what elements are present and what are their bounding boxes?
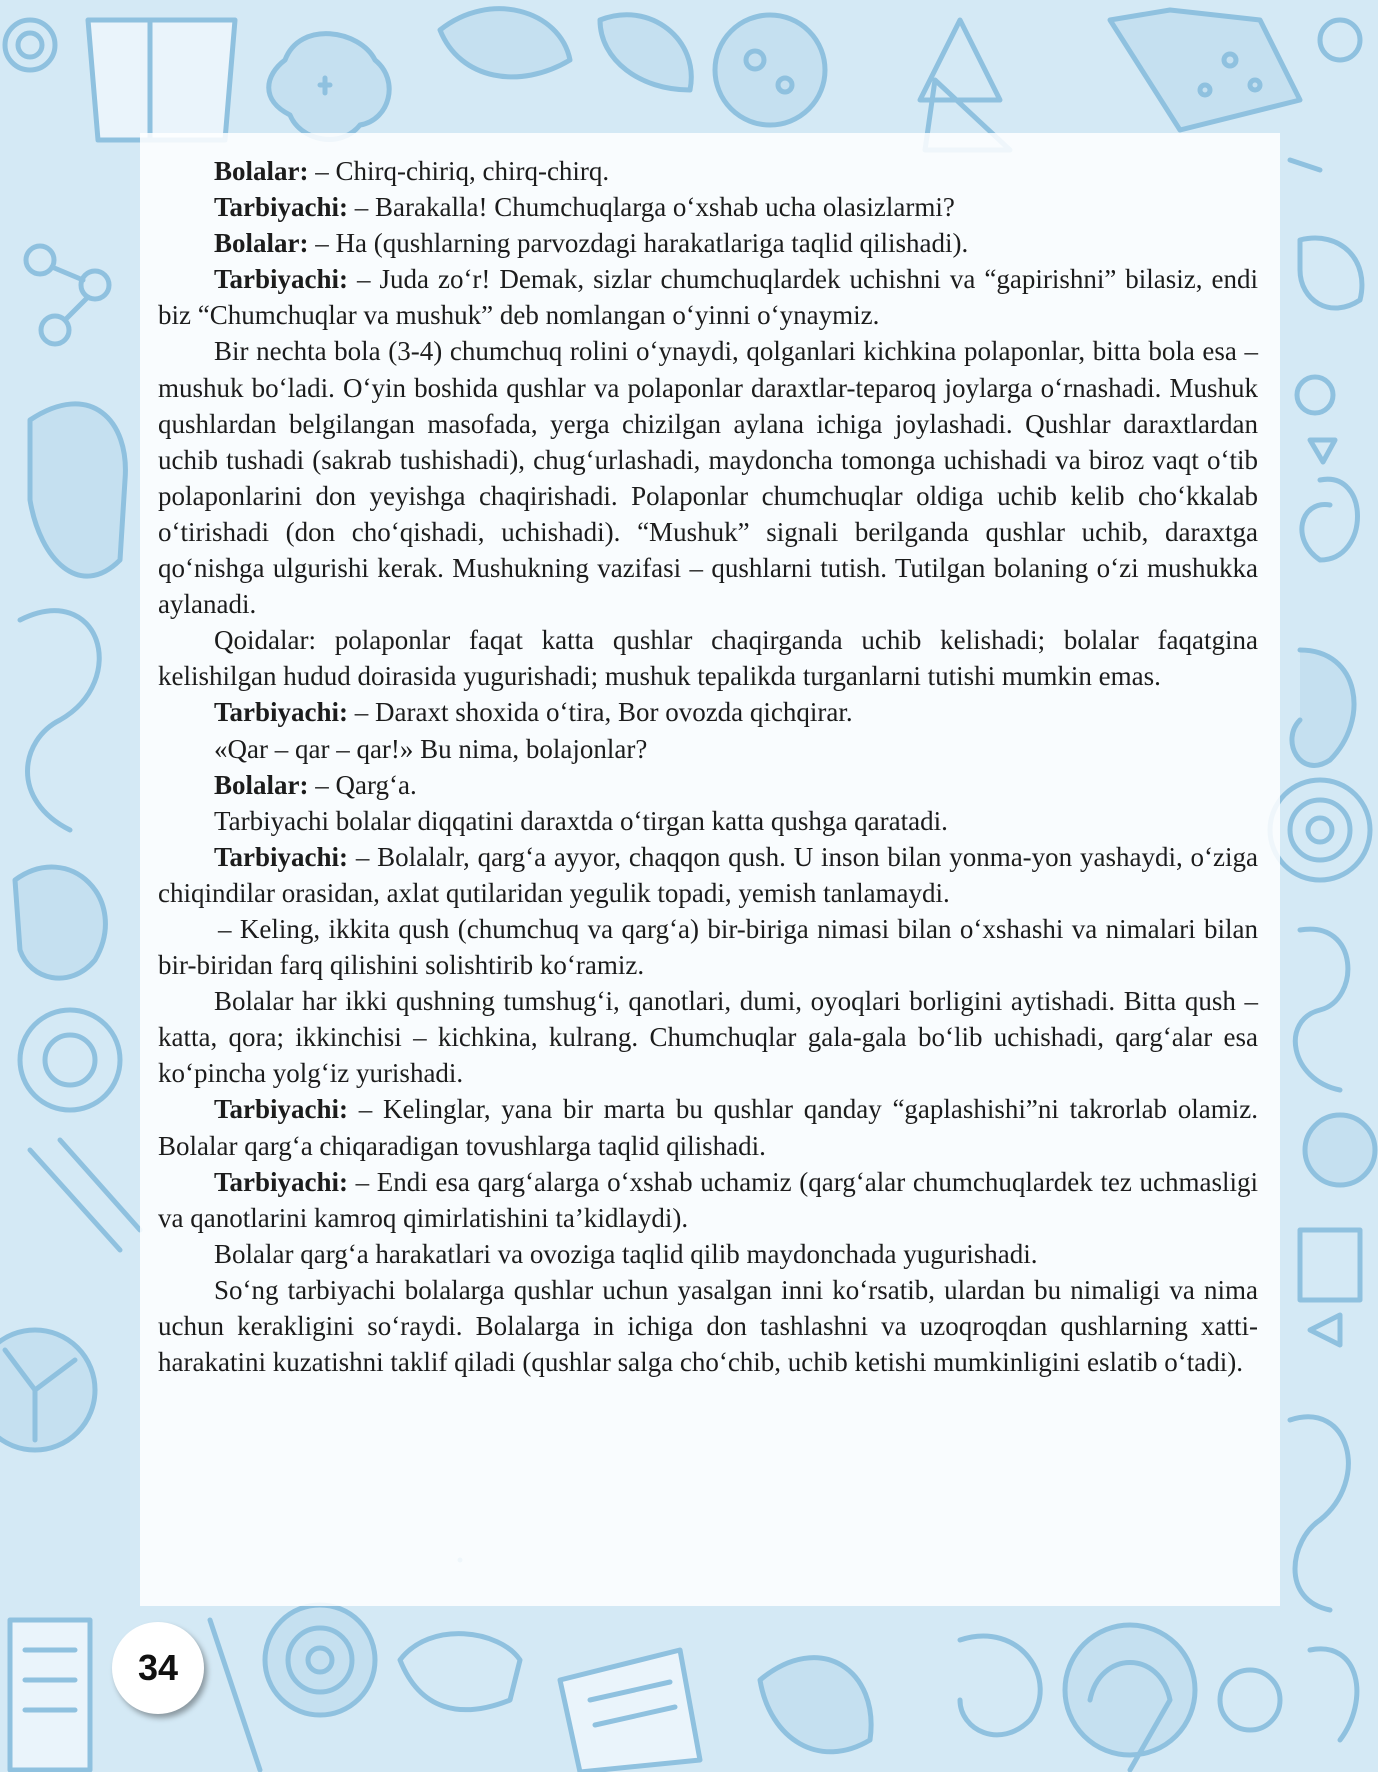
speaker-label: Tarbiyachi:	[214, 697, 349, 728]
paragraph-text: – Keling, ikkita qush (chumchuq va qarg‘a) bir-biriga nimasi bilan o‘xshashi va nimalari bilan bir-biridan farq qilishini solishtirib ko‘ramiz.	[158, 913, 1258, 981]
paragraph	[158, 1236, 1258, 1272]
paragraph-text: «Qar – qar – qar!» Bu nima, bolajonlar?	[214, 733, 648, 764]
paragraph-text: – Juda zo‘r! Demak, sizlar chumchuqlardek uchishni va “gapirishni” bilasiz, endi biz “Chumchuqlar va mushuk” deb nomlangan o‘yinni o‘ynaymiz.	[158, 264, 1258, 331]
paragraph	[158, 983, 1258, 1091]
speaker-label: Bolalar:	[214, 156, 309, 186]
paragraph	[158, 694, 1258, 730]
paragraph	[158, 731, 1258, 767]
speaker-label: Tarbiyachi:	[214, 1094, 349, 1125]
paragraph	[158, 189, 1258, 225]
paragraph-text: – Kelinglar, yana bir marta bu qushlar qanday “gaplashishi”ni takrorlab olamiz. Bolalar qarg‘a chiqaradigan tovushlarga taqlid qilishadi.	[158, 1094, 1258, 1161]
paragraph	[158, 1164, 1258, 1236]
paragraph	[158, 261, 1258, 333]
speaker-label: Tarbiyachi:	[214, 1166, 349, 1197]
paragraph-text: Bir nechta bola (3-4) chumchuq rolini o‘ynaydi, qolganlari kichkina polaponlar, bitta bola esa – mushuk bo‘ladi. O‘yin boshida qushlar va polaponlar daraxtlar-teparoq joylarga o‘rnashadi. Mushuk qushlardan belgilangan masofada, yerga chizilgan aylana ichiga joylashadi. Qushlar daraxtlardan uchib tushadi (sakrab tushishadi), chug‘urlashadi, maydoncha tomonga uchishadi va biroz vaqt o‘tib polaponlarini don yeyishga chaqirishadi. Polaponlar chumchuqlar oldiga uchib kelib cho‘kkalab o‘tirishadi (don cho‘qishadi, uchishadi). “Mushuk” signali berilganda qushlar uchib, daraxtga qo‘nishga ulgurishi kerak. Mushukning vazifasi – qushlarni tutish. Tutilgan bolaning o‘zi mushukka aylanadi.	[158, 336, 1258, 620]
paragraph	[158, 1272, 1258, 1380]
paragraph-text: Tarbiyachi bolalar diqqatini daraxtda o‘tirgan katta qushga qaratadi.	[214, 805, 948, 836]
paragraph	[158, 153, 1258, 189]
paragraph-text: – Barakalla! Chumchuqlarga o‘xshab ucha olasizlarmi?	[348, 192, 955, 223]
page-number: 34	[137, 1647, 179, 1688]
target-icon	[265, 1605, 375, 1715]
paragraph-text: Bolalar har ikki qushning tumshug‘i, qanotlari, dumi, oyoqlari borligini aytishadi. Bitta qush – katta, qora; ikkinchisi – kichkina, kulrang. Chumchuqlar gala-gala bo‘lib uchishadi, qarg‘alar esa ko‘pincha yolg‘iz yurishadi.	[158, 986, 1258, 1089]
paragraph-text: – Qarg‘a.	[308, 769, 417, 800]
page-number-badge	[112, 1622, 204, 1714]
paragraph	[158, 622, 1258, 694]
speaker-label: Tarbiyachi:	[214, 264, 349, 295]
speaker-label: Bolalar:	[214, 769, 309, 800]
paragraph-text: – Daraxt shoxida o‘tira, Bor ovozda qichqirar.	[348, 697, 853, 728]
paragraph	[158, 767, 1258, 803]
radiation-icon	[0, 1330, 95, 1450]
paragraph	[158, 911, 1258, 983]
speaker-label: Bolalar:	[214, 228, 309, 259]
paragraph	[158, 803, 1258, 839]
paragraph-text: – Endi esa qarg‘alarga o‘xshab uchamiz (qarg‘alar chumchuqlardek tez uchmasligi va qanotlarini kamroq qimirlatishini ta’kidlaydi).	[158, 1166, 1258, 1233]
beaker-icon	[88, 20, 235, 140]
paragraph-text: Qoidalar: polaponlar faqat katta qushlar chaqirganda uchib kelishadi; bolalar faqatgina kelishilgan hudud doirasida yugurishadi; mushuk tepalikda turganlarni tutishi mumkin emas.	[158, 625, 1258, 692]
text-block	[158, 153, 1258, 1380]
paragraph	[158, 225, 1258, 261]
speaker-label: Tarbiyachi:	[214, 841, 349, 872]
paragraph	[158, 839, 1258, 911]
petri-dish-icon	[715, 15, 825, 125]
paragraph-text: So‘ng tarbiyachi bolalarga qushlar uchun yasalgan inni ko‘rsatib, ulardan bu nimaligi va nima uchun kerakligini so‘raydi. Bolalarga in ichiga don tashlashni va uzoqroqdan qushlarning xatti-harakatini kuzatishni taklif qiladi (qushlar salga cho‘chib, uchib ketishi mumkinligini eslatib o‘tadi).	[158, 1274, 1258, 1378]
speaker-label: Tarbiyachi:	[214, 192, 349, 223]
paragraph	[158, 1091, 1258, 1163]
paragraph-text: – Chirq-chiriq, chirq-chirq.	[308, 156, 610, 186]
paragraph-text: – Ha (qushlarning parvozdagi harakatlariga taqlid qilishadi).	[308, 228, 969, 259]
paragraph-text: Bolalar qarg‘a harakatlari va ovoziga taqlid qilib maydonchada yugurishadi.	[214, 1238, 1038, 1269]
paragraph	[158, 333, 1258, 622]
paragraph-text: – Bolalalr, qarg‘a ayyor, chaqqon qush. U inson bilan yonma-yon yashaydi, o‘ziga chiqindilar orasidan, axlat qutilaridan yegulik topadi, yemish tanlamaydi.	[158, 841, 1258, 908]
